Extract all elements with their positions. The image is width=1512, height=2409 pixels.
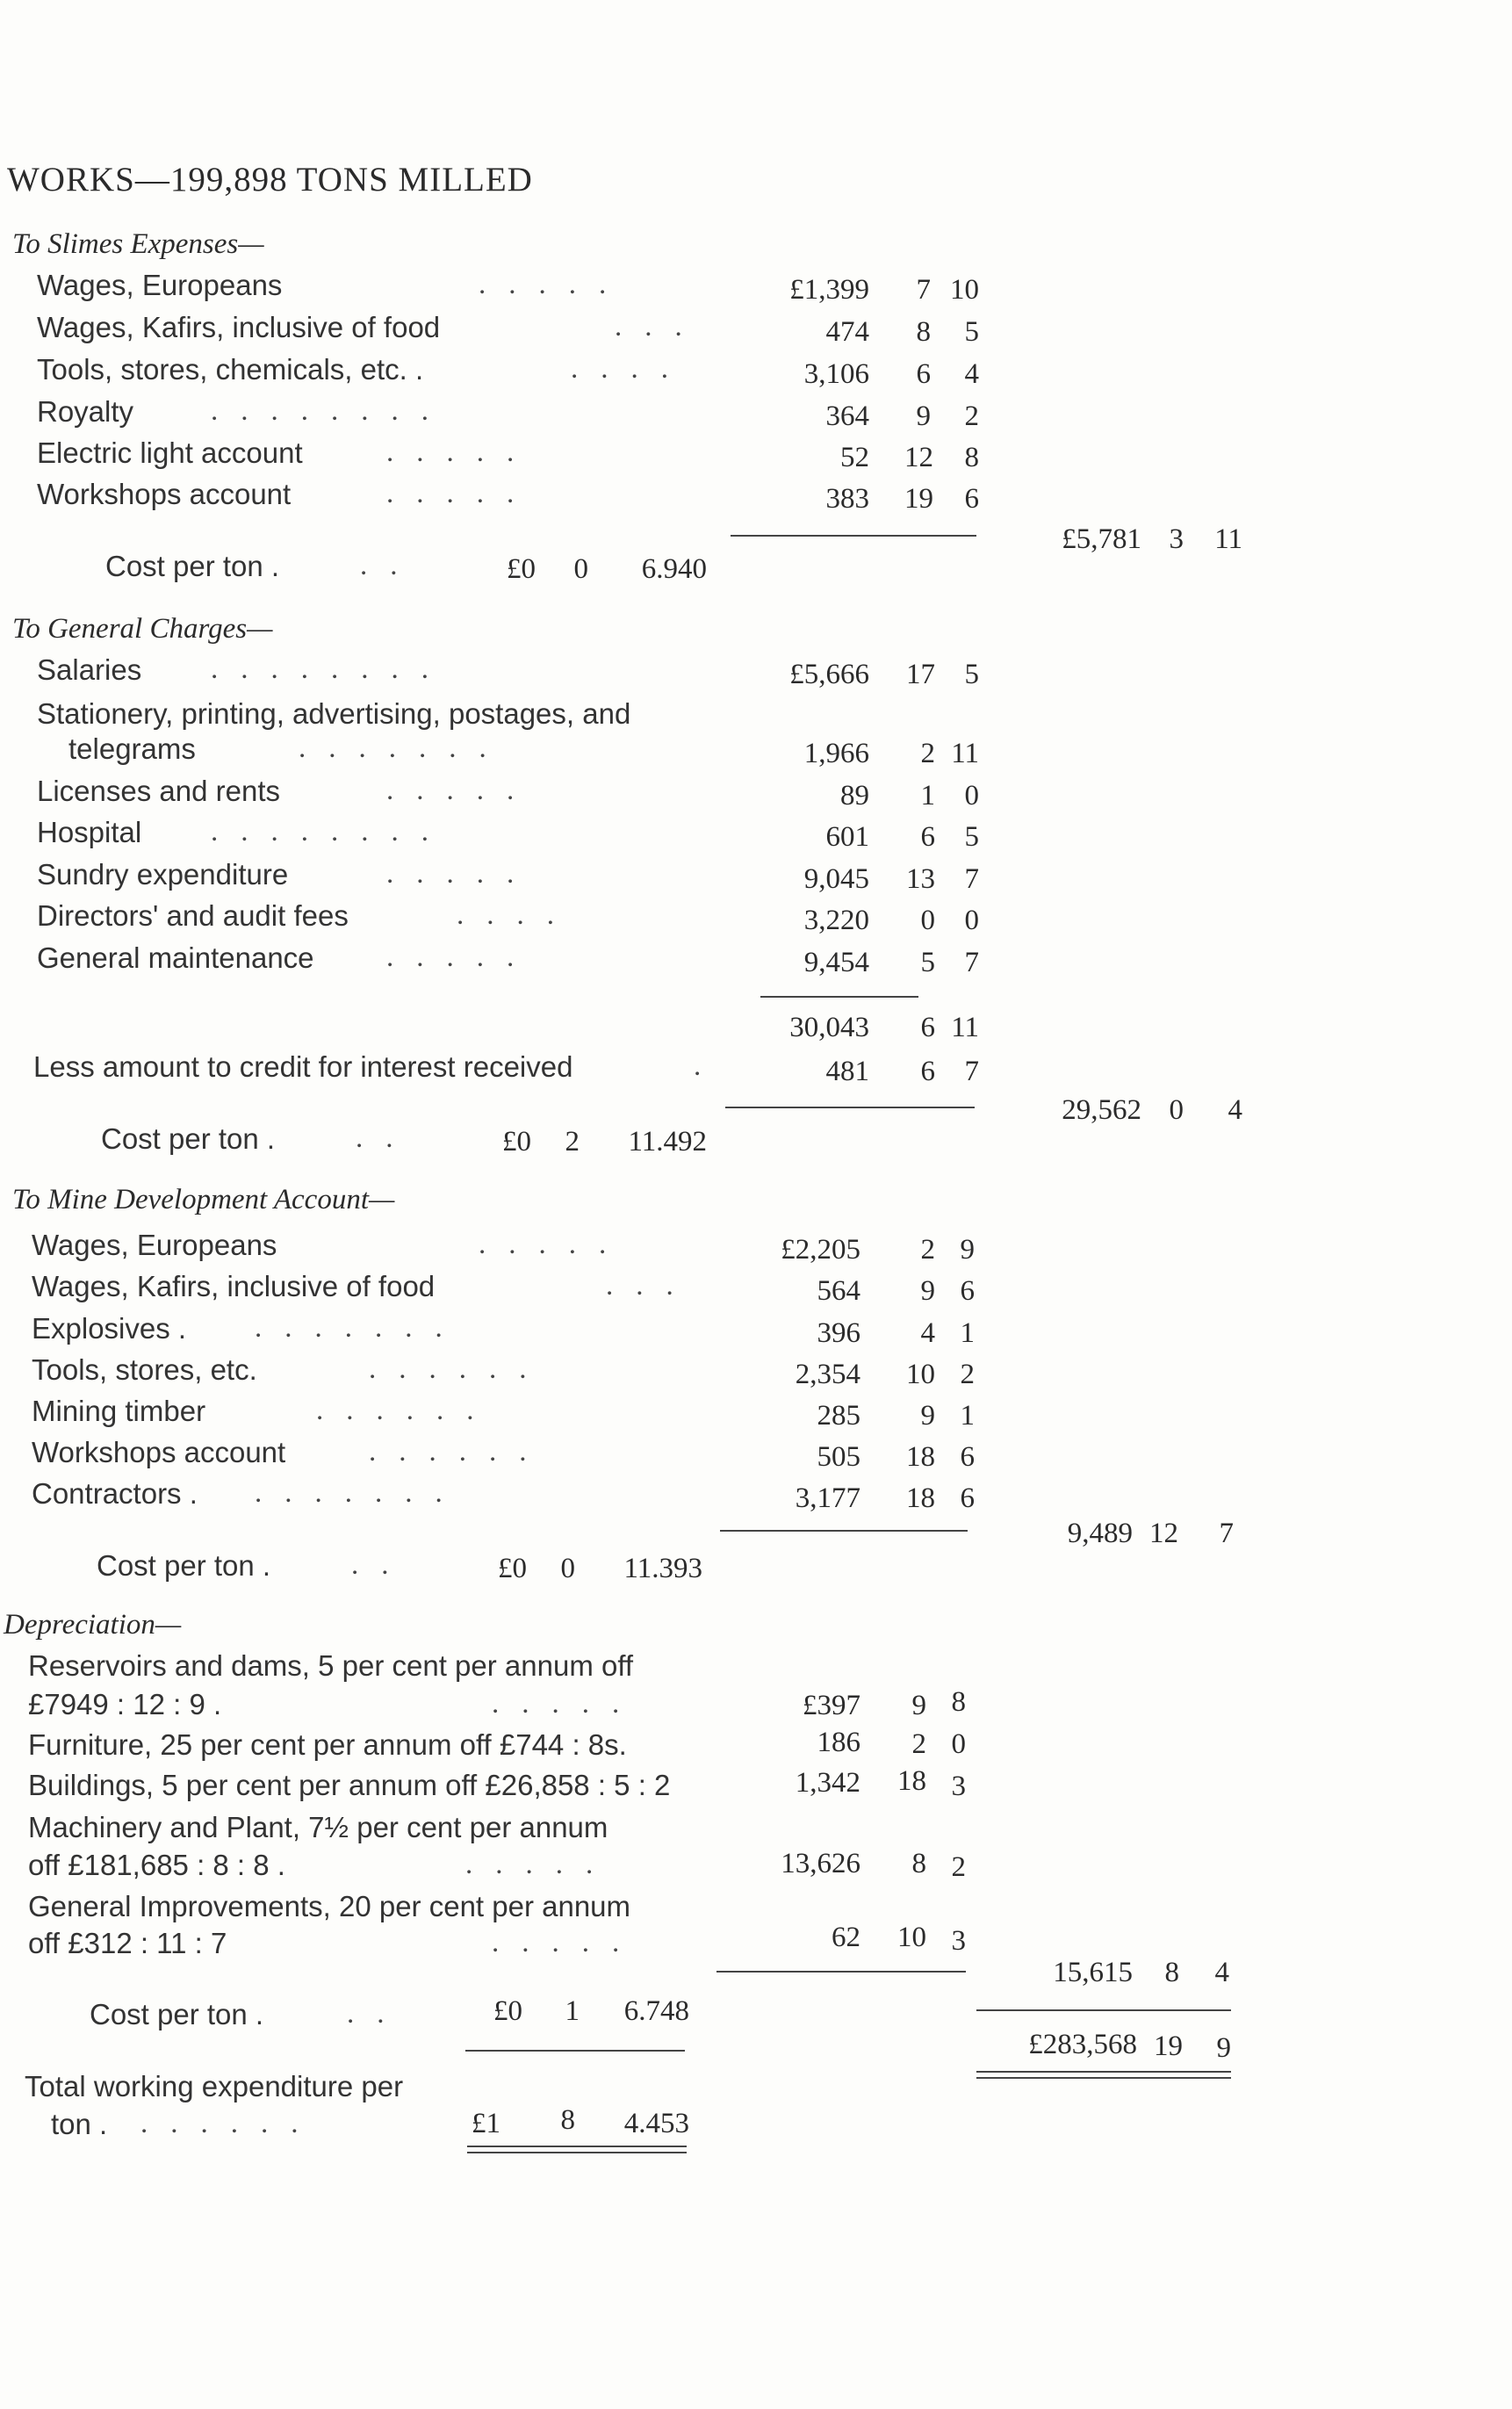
subtotal-rule — [725, 1107, 975, 1108]
section-title-slimes: To Slimes Expenses— — [12, 228, 264, 260]
grand-total-double-rule — [976, 2071, 1231, 2073]
total-cost-double-rule — [467, 2152, 687, 2153]
total-cost-double-rule — [467, 2146, 687, 2147]
subtotal-rule — [716, 1971, 966, 1973]
section-title-mine: To Mine Development Account— — [12, 1184, 395, 1215]
subtotal-rule — [731, 535, 976, 537]
page-heading: WORKS—199,898 TONS MILLED — [7, 161, 533, 198]
section-title-general: To General Charges— — [12, 613, 273, 645]
grand-total-rule-top — [976, 2009, 1231, 2011]
subtotal-rule — [760, 996, 918, 998]
section-title-depreciation: Depreciation— — [4, 1609, 182, 1641]
grand-total-double-rule — [976, 2077, 1231, 2079]
cost-rule — [465, 2050, 685, 2052]
ledger-page: WORKS—199,898 TONS MILLED To Slimes Expenses— Wages, Europeans ..... £1,399 7 10 Wages, Kafirs, inclusive of food ... 474 8 5 Tools, stores, chemicals, etc. . .... 3,106 6 4 Royalty ........ 364 9 2 Electric light account ..... 52 12 8 Workshops account ..... 383 19 6 £5,781 3 11 Cost per ton . .. £0 0 6.940 To General Charges— Salaries ........ £5,666 17 5 Stationery, printing, advertising, postages, and telegrams ....... 1,966 2 11 Licenses and rents ..... 89 1 0 Hospital ........ 601 6 5 Sundry expenditure ..... 9,045 13 7 Directors' and audit fees .... 3,220 0 0 General maintenance ..... 9,454 5 7 30,043 6 11 Less amount to credit for interest received . 481 6 7 29,562 0 4 Cost per ton . .. £0 2 11.492 To Mine Development Account— Wages, Europeans ..... £2,205 2 9 Wages, Kafirs, inclusive of food ... 564 9 6 Explosives . ....... 396 4 1 Tools, stores, etc. ...... 2,354 10 2 Mining timber ...... 285 9 1 Workshops account ...... 505 18 6 Contractors . ....... 3,177 18 6 9,489 12 7 Cost per ton . .. £0 0 11.393 Depreciation— Reservoirs and dams, 5 per cent per annum off £7949 : 12 : 9 . ..... £397 9 8 Furniture, 25 per cent per annum off £744 : 8s. 186 2 0 Buildings, 5 per cent per annum off £26,858 : 5 : 2 1,342 18 3 Machinery and Plant, 7½ per cent per annum off £181,685 : 8 : 8 . ..... 13,626 8 2 General Improvements, 20 per cent per annum off £312 : 11 : 7 ..... 62 10 3 15,615 8 4 Cost per ton . .. £0 1 6.748 £283,568 19 9 Total working expenditure per ton . ...... £1 8 4.453 — [0, 0, 1512, 2409]
subtotal-rule — [720, 1530, 968, 1532]
